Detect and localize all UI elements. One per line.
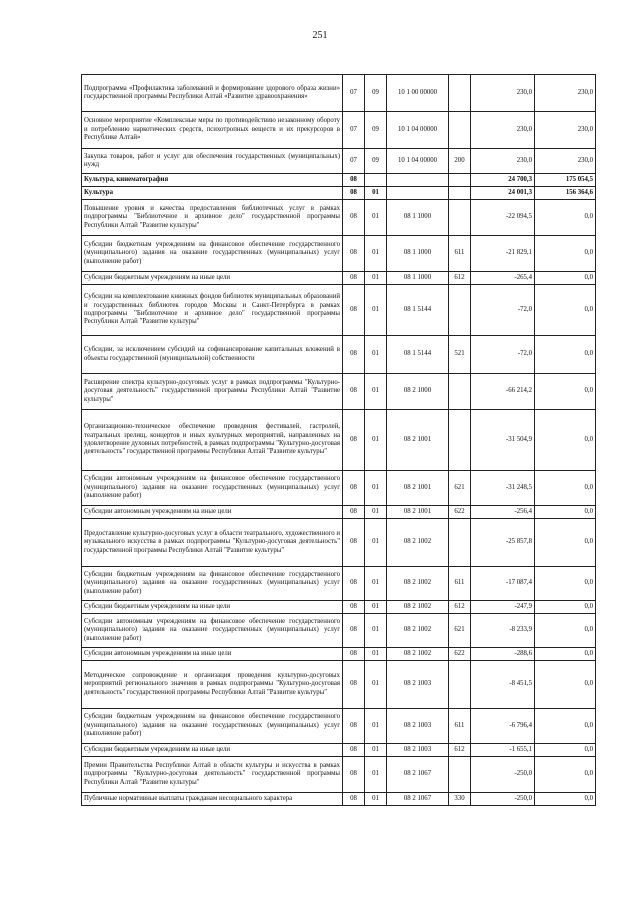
section-code: 07 bbox=[343, 75, 365, 112]
row-description: Субсидии бюджетным учреждениям на иные цели bbox=[82, 744, 343, 757]
target-article-code: 08 2 1002 bbox=[387, 567, 449, 601]
amount-total: 0,0 bbox=[535, 506, 596, 519]
amount-change: -1 655,1 bbox=[471, 744, 535, 757]
row-description: Субсидии бюджетным учреждениям на финансовое обеспечение государственного (муниципального) задания на оказание государственных (муниципальных) услуг (выполнение работ) bbox=[82, 709, 343, 744]
target-article-code: 08 2 1067 bbox=[387, 757, 449, 793]
amount-change: -256,4 bbox=[471, 506, 535, 519]
expense-type-code: 521 bbox=[449, 336, 471, 374]
amount-total: 0,0 bbox=[535, 601, 596, 614]
target-article-code: 08 2 1002 bbox=[387, 519, 449, 567]
amount-total: 0,0 bbox=[535, 236, 596, 272]
table-body bbox=[82, 75, 596, 806]
section-code: 08 bbox=[343, 187, 365, 200]
section-code: 08 bbox=[343, 174, 365, 187]
section-code: 08 bbox=[343, 471, 365, 506]
section-code: 08 bbox=[343, 410, 365, 471]
target-article-code: 08 2 1067 bbox=[387, 793, 449, 806]
amount-change: -250,0 bbox=[471, 793, 535, 806]
subsection-code: 01 bbox=[365, 236, 387, 272]
subsection-code: 01 bbox=[365, 272, 387, 285]
amount-total: 0,0 bbox=[535, 709, 596, 744]
amount-total: 230,0 bbox=[535, 112, 596, 149]
amount-change: 230,0 bbox=[471, 112, 535, 149]
expense-type-code: 330 bbox=[449, 793, 471, 806]
subsection-code: 01 bbox=[365, 793, 387, 806]
row-description: Подпрограмма «Профилактика заболеваний и формирование здорового образа жизни» государственной программы Республики Алтай «Развитие здравоохранения» bbox=[82, 75, 343, 112]
section-code: 08 bbox=[343, 793, 365, 806]
subsection-code: 01 bbox=[365, 709, 387, 744]
amount-change: 230,0 bbox=[471, 149, 535, 174]
amount-total: 230,0 bbox=[535, 75, 596, 112]
target-article-code bbox=[387, 174, 449, 187]
amount-change: -72,0 bbox=[471, 336, 535, 374]
section-code: 08 bbox=[343, 285, 365, 336]
row-description: Субсидии автономным учреждениям на иные цели bbox=[82, 506, 343, 519]
expense-type-code: 200 bbox=[449, 149, 471, 174]
subsection-code: 01 bbox=[365, 374, 387, 410]
amount-total: 0,0 bbox=[535, 757, 596, 793]
row-description: Субсидии на комплектование книжных фондов библиотек муниципальных образований и государственных библиотек городов Москвы и Санкт-Петербурга в рамках подпрограммы "Библиотечное и архивное дело" государственной программы Республики Алтай "Развитие культуры" bbox=[82, 285, 343, 336]
expense-type-code bbox=[449, 519, 471, 567]
table-row bbox=[82, 374, 596, 410]
amount-change: -31 248,5 bbox=[471, 471, 535, 506]
table-row bbox=[82, 506, 596, 519]
target-article-code: 08 2 1002 bbox=[387, 614, 449, 648]
target-article-code: 08 2 1001 bbox=[387, 506, 449, 519]
table-row bbox=[82, 285, 596, 336]
budget-table bbox=[81, 74, 596, 806]
section-code: 07 bbox=[343, 149, 365, 174]
table-row bbox=[82, 75, 596, 112]
expense-type-code: 621 bbox=[449, 471, 471, 506]
row-description: Организационно-техническое обеспечение проведения фестивалей, гастролей, театральных зрелищ, концертов и иных культурных мероприятий, направленных на удовлетворение духовных потребностей, в рамках подпрограммы "Культурно-досуговая деятельность" государственной программы Республики Алтай "Развитие культуры" bbox=[82, 410, 343, 471]
row-description: Основное мероприятие «Комплексные меры по противодействию незаконному обороту и потреблению наркотических средств, психотропных веществ и их прекурсоров в Республике Алтай» bbox=[82, 112, 343, 149]
expense-type-code: 612 bbox=[449, 601, 471, 614]
table-row bbox=[82, 174, 596, 187]
section-code: 08 bbox=[343, 661, 365, 709]
section-code: 08 bbox=[343, 709, 365, 744]
row-description: Культура, кинематография bbox=[82, 174, 343, 187]
amount-total: 0,0 bbox=[535, 285, 596, 336]
amount-total: 0,0 bbox=[535, 336, 596, 374]
row-description: Закупка товаров, работ и услуг для обеспечения государственных (муниципальных) нужд bbox=[82, 149, 343, 174]
subsection-code: 01 bbox=[365, 757, 387, 793]
amount-change: -8 233,9 bbox=[471, 614, 535, 648]
subsection-code: 01 bbox=[365, 200, 387, 236]
subsection-code: 01 bbox=[365, 567, 387, 601]
amount-total: 0,0 bbox=[535, 744, 596, 757]
table-row bbox=[82, 648, 596, 661]
subsection-code: 01 bbox=[365, 601, 387, 614]
row-description: Повышение уровня и качества предоставления библиотечных услуг в рамках подпрограммы "Библиотечное и архивное дело" государственной программы Республики Алтай "Развитие культуры" bbox=[82, 200, 343, 236]
expense-type-code bbox=[449, 374, 471, 410]
amount-change: -8 451,5 bbox=[471, 661, 535, 709]
target-article-code: 10 1 04 00000 bbox=[387, 149, 449, 174]
expense-type-code: 611 bbox=[449, 567, 471, 601]
expense-type-code: 622 bbox=[449, 648, 471, 661]
table-row bbox=[82, 661, 596, 709]
expense-type-code bbox=[449, 410, 471, 471]
amount-total: 0,0 bbox=[535, 648, 596, 661]
target-article-code: 08 2 1003 bbox=[387, 661, 449, 709]
table-row bbox=[82, 272, 596, 285]
expense-type-code bbox=[449, 285, 471, 336]
row-description: Субсидии бюджетным учреждениям на иные цели bbox=[82, 601, 343, 614]
expense-type-code: 612 bbox=[449, 272, 471, 285]
target-article-code: 08 1 1000 bbox=[387, 236, 449, 272]
target-article-code bbox=[387, 187, 449, 200]
amount-total: 0,0 bbox=[535, 793, 596, 806]
row-description: Субсидии автономным учреждениям на финансовое обеспечение государственного (муниципального) задания на оказание государственных (муниципальных) услуг (выполнение работ) bbox=[82, 471, 343, 506]
amount-change: -6 796,4 bbox=[471, 709, 535, 744]
target-article-code: 08 2 1001 bbox=[387, 410, 449, 471]
section-code: 08 bbox=[343, 648, 365, 661]
target-article-code: 08 2 1002 bbox=[387, 601, 449, 614]
row-description: Расширение спектра культурно-досуговых услуг в рамках подпрограммы "Культурно-досуговая деятельность" государственной программы Республики Алтай "Развитие культуры" bbox=[82, 374, 343, 410]
amount-change: -17 087,4 bbox=[471, 567, 535, 601]
table-row bbox=[82, 614, 596, 648]
amount-change: 230,0 bbox=[471, 75, 535, 112]
target-article-code: 08 2 1003 bbox=[387, 744, 449, 757]
section-code: 08 bbox=[343, 757, 365, 793]
table-row bbox=[82, 112, 596, 149]
section-code: 08 bbox=[343, 506, 365, 519]
subsection-code: 01 bbox=[365, 336, 387, 374]
section-code: 08 bbox=[343, 200, 365, 236]
target-article-code: 10 1 04 00000 bbox=[387, 112, 449, 149]
expense-type-code bbox=[449, 757, 471, 793]
amount-total: 0,0 bbox=[535, 519, 596, 567]
section-code: 08 bbox=[343, 601, 365, 614]
amount-change: -247,9 bbox=[471, 601, 535, 614]
amount-total: 0,0 bbox=[535, 410, 596, 471]
section-code: 08 bbox=[343, 519, 365, 567]
section-code: 08 bbox=[343, 567, 365, 601]
row-description: Субсидии автономным учреждениям на финансовое обеспечение государственного (муниципального) задания на оказание государственных (муниципальных) услуг (выполнение работ) bbox=[82, 614, 343, 648]
subsection-code: 09 bbox=[365, 149, 387, 174]
amount-total: 0,0 bbox=[535, 614, 596, 648]
page-number: 251 bbox=[312, 30, 328, 41]
table-row bbox=[82, 471, 596, 506]
row-description: Субсидии бюджетным учреждениям на финансовое обеспечение государственного (муниципального) задания на оказание государственных (муниципальных) услуг (выполнение работ) bbox=[82, 236, 343, 272]
subsection-code: 01 bbox=[365, 187, 387, 200]
amount-change: -31 504,9 bbox=[471, 410, 535, 471]
section-code: 08 bbox=[343, 374, 365, 410]
amount-change: -72,0 bbox=[471, 285, 535, 336]
subsection-code bbox=[365, 174, 387, 187]
section-code: 08 bbox=[343, 336, 365, 374]
subsection-code: 01 bbox=[365, 519, 387, 567]
table-row bbox=[82, 519, 596, 567]
amount-total: 0,0 bbox=[535, 567, 596, 601]
subsection-code: 01 bbox=[365, 410, 387, 471]
table-row bbox=[82, 744, 596, 757]
amount-change: 24 700,3 bbox=[471, 174, 535, 187]
target-article-code: 08 1 1000 bbox=[387, 200, 449, 236]
table-row bbox=[82, 187, 596, 200]
target-article-code: 08 1 5144 bbox=[387, 285, 449, 336]
amount-change: -22 094,5 bbox=[471, 200, 535, 236]
subsection-code: 01 bbox=[365, 471, 387, 506]
row-description: Субсидии автономным учреждениям на иные цели bbox=[82, 648, 343, 661]
amount-change: -250,0 bbox=[471, 757, 535, 793]
expense-type-code bbox=[449, 187, 471, 200]
amount-total: 156 364,6 bbox=[535, 187, 596, 200]
amount-total: 230,0 bbox=[535, 149, 596, 174]
table-row bbox=[82, 200, 596, 236]
row-description: Предоставление культурно-досуговых услуг в области театрального, художественного и музыкального искусства в рамках подпрограммы "Культурно-досуговая деятельность" государственной программы Республики Алтай "Развитие культуры" bbox=[82, 519, 343, 567]
row-description: Субсидии, за исключением субсидий на софинансирование капитальных вложений в объекты государственной (муниципальной) собственности bbox=[82, 336, 343, 374]
target-article-code: 08 1 1000 bbox=[387, 272, 449, 285]
table-row bbox=[82, 236, 596, 272]
expense-type-code: 622 bbox=[449, 506, 471, 519]
target-article-code: 10 1 00 00000 bbox=[387, 75, 449, 112]
table-row bbox=[82, 757, 596, 793]
row-description: Субсидии бюджетным учреждениям на финансовое обеспечение государственного (муниципального) задания на оказание государственных (муниципальных) услуг (выполнение работ) bbox=[82, 567, 343, 601]
section-code: 08 bbox=[343, 272, 365, 285]
expense-type-code: 611 bbox=[449, 709, 471, 744]
subsection-code: 01 bbox=[365, 744, 387, 757]
target-article-code: 08 1 5144 bbox=[387, 336, 449, 374]
amount-total: 0,0 bbox=[535, 200, 596, 236]
row-description: Публичные нормативные выплаты гражданам несоциального характера bbox=[82, 793, 343, 806]
row-description: Культура bbox=[82, 187, 343, 200]
amount-change: 24 001,3 bbox=[471, 187, 535, 200]
expense-type-code bbox=[449, 661, 471, 709]
expense-type-code: 611 bbox=[449, 236, 471, 272]
section-code: 08 bbox=[343, 744, 365, 757]
row-description: Методическое сопровождение и организация проведения культурно-досуговых мероприятий регионального значения в рамках подпрограммы "Культурно-досуговая деятельность" государственной программы Республики Алтай "Развитие культуры" bbox=[82, 661, 343, 709]
section-code: 08 bbox=[343, 236, 365, 272]
section-code: 08 bbox=[343, 614, 365, 648]
amount-total: 175 054,5 bbox=[535, 174, 596, 187]
row-description: Премии Правительства Республики Алтай в области культуры и искусства в рамках подпрограммы "Культурно-досуговая деятельность" государственной программы Республики Алтай "Развитие культуры" bbox=[82, 757, 343, 793]
target-article-code: 08 2 1003 bbox=[387, 709, 449, 744]
amount-total: 0,0 bbox=[535, 272, 596, 285]
amount-total: 0,0 bbox=[535, 374, 596, 410]
table-row bbox=[82, 793, 596, 806]
amount-total: 0,0 bbox=[535, 471, 596, 506]
row-description: Субсидии бюджетным учреждениям на иные цели bbox=[82, 272, 343, 285]
amount-change: -66 214,2 bbox=[471, 374, 535, 410]
amount-change: -21 829,1 bbox=[471, 236, 535, 272]
amount-change: -25 857,8 bbox=[471, 519, 535, 567]
target-article-code: 08 2 1001 bbox=[387, 471, 449, 506]
expense-type-code bbox=[449, 200, 471, 236]
table-row bbox=[82, 149, 596, 174]
target-article-code: 08 2 1000 bbox=[387, 374, 449, 410]
expense-type-code bbox=[449, 75, 471, 112]
subsection-code: 01 bbox=[365, 661, 387, 709]
expense-type-code bbox=[449, 174, 471, 187]
table-row bbox=[82, 336, 596, 374]
table-row bbox=[82, 709, 596, 744]
amount-change: -265,4 bbox=[471, 272, 535, 285]
table-row bbox=[82, 410, 596, 471]
table-row bbox=[82, 567, 596, 601]
subsection-code: 01 bbox=[365, 506, 387, 519]
subsection-code: 01 bbox=[365, 285, 387, 336]
section-code: 07 bbox=[343, 112, 365, 149]
expense-type-code: 612 bbox=[449, 744, 471, 757]
amount-total: 0,0 bbox=[535, 661, 596, 709]
expense-type-code: 621 bbox=[449, 614, 471, 648]
subsection-code: 09 bbox=[365, 75, 387, 112]
subsection-code: 01 bbox=[365, 614, 387, 648]
amount-change: -288,6 bbox=[471, 648, 535, 661]
subsection-code: 09 bbox=[365, 112, 387, 149]
target-article-code: 08 2 1002 bbox=[387, 648, 449, 661]
expense-type-code bbox=[449, 112, 471, 149]
table-row bbox=[82, 601, 596, 614]
subsection-code: 01 bbox=[365, 648, 387, 661]
